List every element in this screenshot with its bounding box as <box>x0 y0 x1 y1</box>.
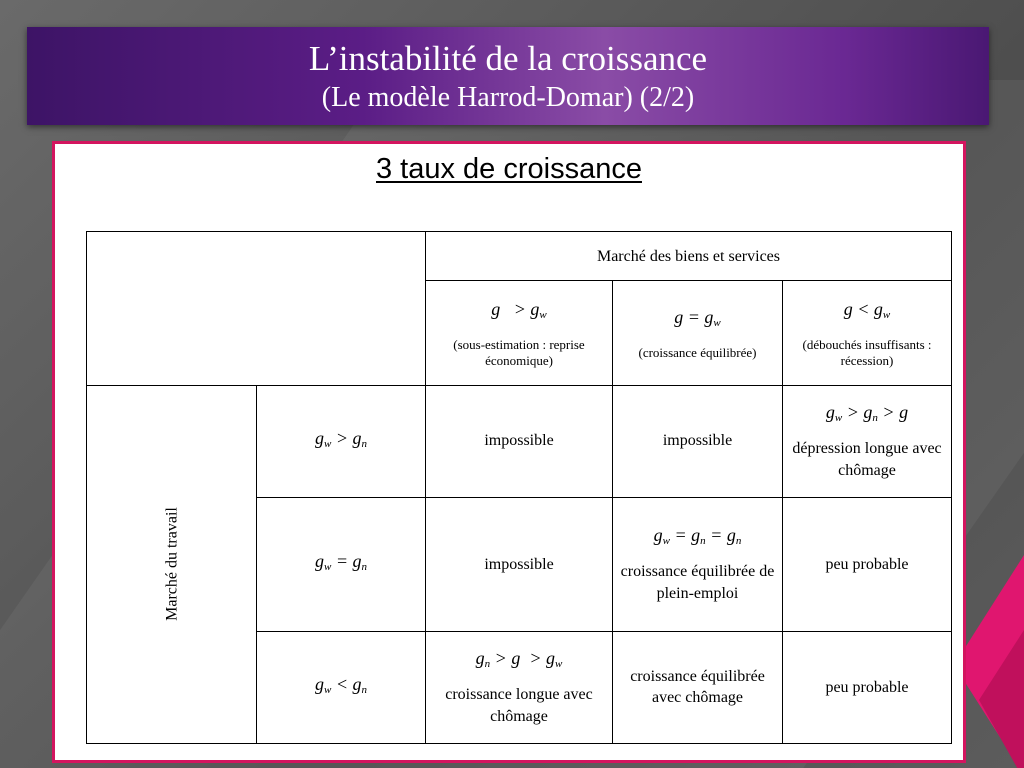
column-header-cell <box>783 281 952 385</box>
column-formula: $g < g_w$ <box>843 298 891 321</box>
table-cell <box>426 631 613 743</box>
row-header-cell <box>257 631 426 743</box>
content-heading <box>55 151 963 187</box>
column-description: (sous-estimation : reprise économique) <box>453 336 585 368</box>
table-cell <box>613 498 783 632</box>
growth-rates-table <box>86 231 952 744</box>
column-header-cell <box>426 281 613 385</box>
column-description: (croissance équilibrée) <box>638 344 757 360</box>
slide-title-sub: (Le modèle Harrod-Domar) (2/2) <box>321 82 695 113</box>
cell-formula: $g_w = g_n = g_n$ <box>653 525 742 548</box>
column-formula: g > $g_w$ <box>491 298 547 321</box>
table-header-row <box>87 232 952 281</box>
cell-formula: $g_n > g > g_w$ <box>475 648 563 671</box>
slide-title: L’instabilité de la croissance <box>308 39 708 78</box>
table-cell: peu probable <box>783 631 952 743</box>
table-cell: peu probable <box>783 498 952 632</box>
labor-market-label: Marché du travail <box>163 507 180 622</box>
column-description: (débouchés insuffisants : récession) <box>802 336 932 368</box>
table-cell <box>783 385 952 497</box>
column-header-cell <box>613 281 783 385</box>
title-bar <box>27 27 989 125</box>
row-formula: $g_w > g_n$ <box>315 428 367 451</box>
cell-text: croissance longue avec chômage <box>445 686 593 726</box>
row-header-cell <box>257 498 426 632</box>
table-cell: impossible <box>613 385 783 497</box>
goods-market-header: Marché des biens et services <box>426 232 952 281</box>
row-formula: $g_w < g_n$ <box>315 674 367 697</box>
table-row <box>87 385 952 497</box>
cell-text: croissance équilibrée de plein-emploi <box>620 563 775 603</box>
table-cell: croissance équilibrée avec chômage <box>613 631 783 743</box>
column-formula: $g = g_w$ <box>674 306 721 329</box>
pink-accent-shape-secondary <box>979 630 1024 768</box>
content-heading-text: 3 taux de croissance <box>376 153 642 185</box>
labor-market-header <box>87 385 257 743</box>
table-cell: impossible <box>426 498 613 632</box>
table-cell: impossible <box>426 385 613 497</box>
empty-corner-cell <box>87 232 426 386</box>
row-header-cell <box>257 385 426 497</box>
row-formula: $g_w = g_n$ <box>315 551 367 574</box>
cell-formula: $g_w > g_n > g$ <box>825 401 909 424</box>
cell-text: dépression longue avec chômage <box>792 439 942 479</box>
content-panel <box>52 141 966 763</box>
